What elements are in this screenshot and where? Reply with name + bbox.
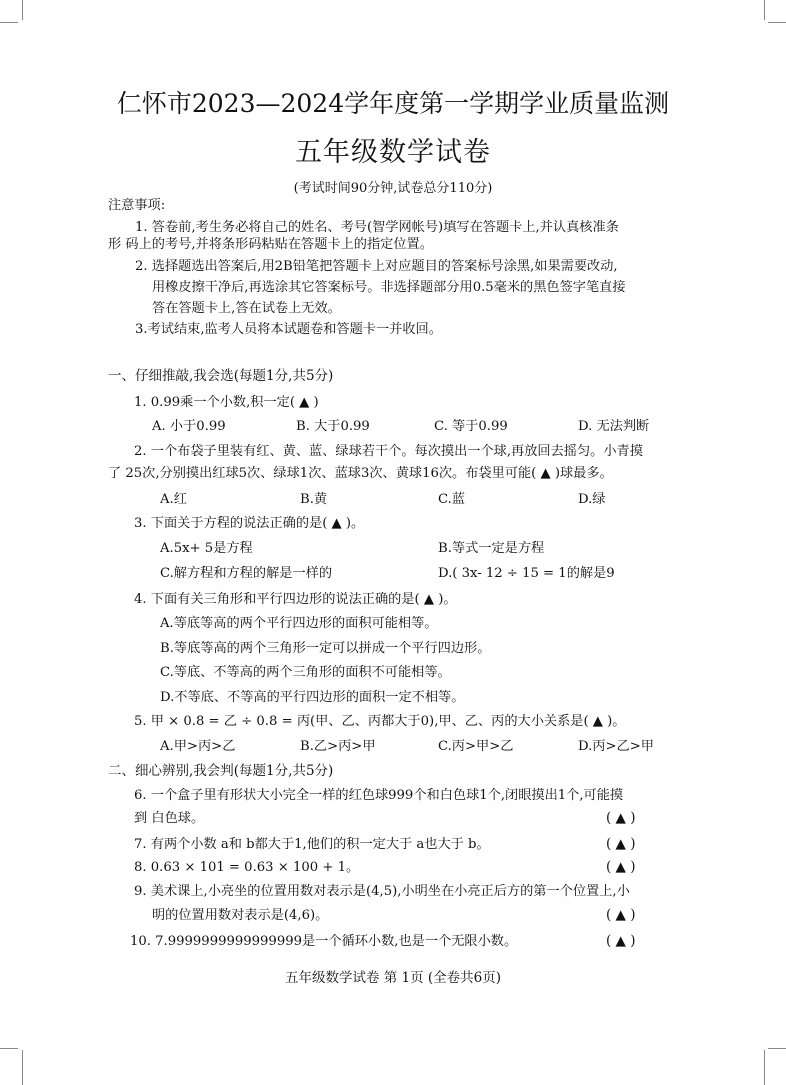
exam-info: (考试时间90分钟,试卷总分110分) <box>293 181 493 196</box>
q1-option-a: A. 小于0.99 <box>152 419 226 434</box>
section-2-heading: 二、细心辨别,我会判(每题1分,共5分) <box>108 763 334 779</box>
q3-option-d: D.( 3x- 12 ÷ 15 = 1的解是9 <box>438 566 615 581</box>
q2-option-d: D.绿 <box>578 492 606 507</box>
q9-line-2: 明的位置用数对表示是(4,6)。 <box>152 908 329 923</box>
section-1-heading: 一、仔细推敲,我会选(每题1分,共5分) <box>108 368 334 384</box>
q9-line-1: 9. 美术课上,小亮坐的位置用数对表示是(4,5),小明坐在小亮正后方的第一个位置上,小 <box>134 884 630 899</box>
q10: 10. 7.9999999999999999是一个循环小数,也是一个无限小数。 <box>130 934 518 949</box>
q3-option-c: C.解方程和方程的解是一样的 <box>160 566 333 581</box>
note-1-line-1: 1. 答卷前,考生务必将自己的姓名、考号(智学网帐号)填写在答题卡上,并认真核准条 <box>135 220 619 235</box>
crop-mark <box>22 0 23 20</box>
note-3: 3.考试结束,监考人员将本试题卷和答题卡一并收回。 <box>135 322 442 337</box>
crop-mark <box>768 1048 786 1049</box>
q1-option-d: D. 无法判断 <box>578 419 650 434</box>
q2-option-c: C.蓝 <box>438 492 465 507</box>
crop-mark <box>764 0 765 20</box>
q2-stem: 2. 一个布袋子里装有红、黄、蓝、绿球若干个。每次摸出一个球,再放回去摇匀。小青摸 <box>134 444 643 459</box>
note-1-line-2: 形 码上的考号,并将条形码粘贴在答题卡上的指定位置。 <box>108 237 433 252</box>
q1-option-b: B. 大于0.99 <box>296 419 370 434</box>
exam-title: 仁怀市2023—2024学年度第一学期学业质量监测 <box>116 89 670 118</box>
q1-option-c: C. 等于0.99 <box>434 419 508 434</box>
q3-option-b: B.等式一定是方程 <box>438 541 545 556</box>
q3-stem: 3. 下面关于方程的说法正确的是( ▲ )。 <box>134 516 365 531</box>
crop-mark <box>0 22 18 23</box>
q2-option-a: A.红 <box>160 492 187 507</box>
q4-option-b: B.等底等高的两个三角形一定可以拼成一个平行四边形。 <box>160 641 491 656</box>
q4-option-c: C.等底、不等高的两个三角形的面积不可能相等。 <box>160 665 451 680</box>
q2-option-b: B.黄 <box>300 492 328 507</box>
q6-answer-mark: ( ▲ ) <box>606 810 636 826</box>
q3-option-a: A.5x+ 5是方程 <box>160 541 253 556</box>
note-2-line-1: 2. 选择题选出答案后,用2B铅笔把答题卡上对应题目的答案标号涂黑,如果需要改动, <box>135 259 618 274</box>
q7: 7. 有两个小数 a和 b都大于1,他们的积一定大于 a也大于 b。 <box>134 837 490 852</box>
q4-stem: 4. 下面有关三角形和平行四边形的说法正确的是( ▲ )。 <box>134 592 457 607</box>
crop-mark <box>764 1050 765 1085</box>
q5-option-d: D.丙>乙>甲 <box>578 739 654 754</box>
note-2-line-3: 答在答题卡上,答在试卷上无效。 <box>152 301 341 316</box>
crop-mark <box>0 1048 18 1049</box>
q5-option-c: C.丙>甲>乙 <box>438 739 514 754</box>
q6-line-2: 到 白色球。 <box>134 811 205 826</box>
q8-answer-mark: ( ▲ ) <box>606 859 636 875</box>
q5-option-b: B.乙>丙>甲 <box>300 739 376 754</box>
q10-answer-mark: ( ▲ ) <box>606 933 636 949</box>
q9-answer-mark: ( ▲ ) <box>606 907 636 923</box>
q2-stem-2: 了 25次,分别摸出红球5次、绿球1次、蓝球3次、黄球16次。布袋里可能( ▲ )球最多。 <box>108 466 613 481</box>
q7-answer-mark: ( ▲ ) <box>606 836 636 852</box>
q1-stem: 1. 0.99乘一个小数,积一定( ▲ ) <box>134 395 319 410</box>
crop-mark <box>22 1050 23 1085</box>
crop-mark <box>768 22 786 23</box>
exam-subtitle: 五年级数学试卷 <box>295 137 491 168</box>
note-2-line-2: 用橡皮擦干净后,再选涂其它答案标号。非选择题部分用0.5毫米的黑色签字笔直接 <box>152 280 626 295</box>
q4-option-d: D.不等底、不等高的平行四边形的面积一定不相等。 <box>160 690 465 705</box>
q6-line-1: 6. 一个盒子里有形状大小完全一样的红色球999个和白色球1个,闭眼摸出1个,可能摸 <box>134 788 624 803</box>
q5-stem: 5. 甲 × 0.8 = 乙 ÷ 0.8 = 丙(甲、乙、丙都大于0),甲、乙、丙的大小关系是( ▲ )。 <box>134 714 626 729</box>
page-footer: 五年级数学试卷 第 1页 (全卷共6页) <box>284 970 502 986</box>
notes-heading: 注意事项: <box>108 198 166 213</box>
q8: 8. 0.63 × 101 = 0.63 × 100 + 1。 <box>134 860 360 875</box>
q4-option-a: A.等底等高的两个平行四边形的面积可能相等。 <box>160 616 438 631</box>
q5-option-a: A.甲>丙>乙 <box>160 739 236 754</box>
